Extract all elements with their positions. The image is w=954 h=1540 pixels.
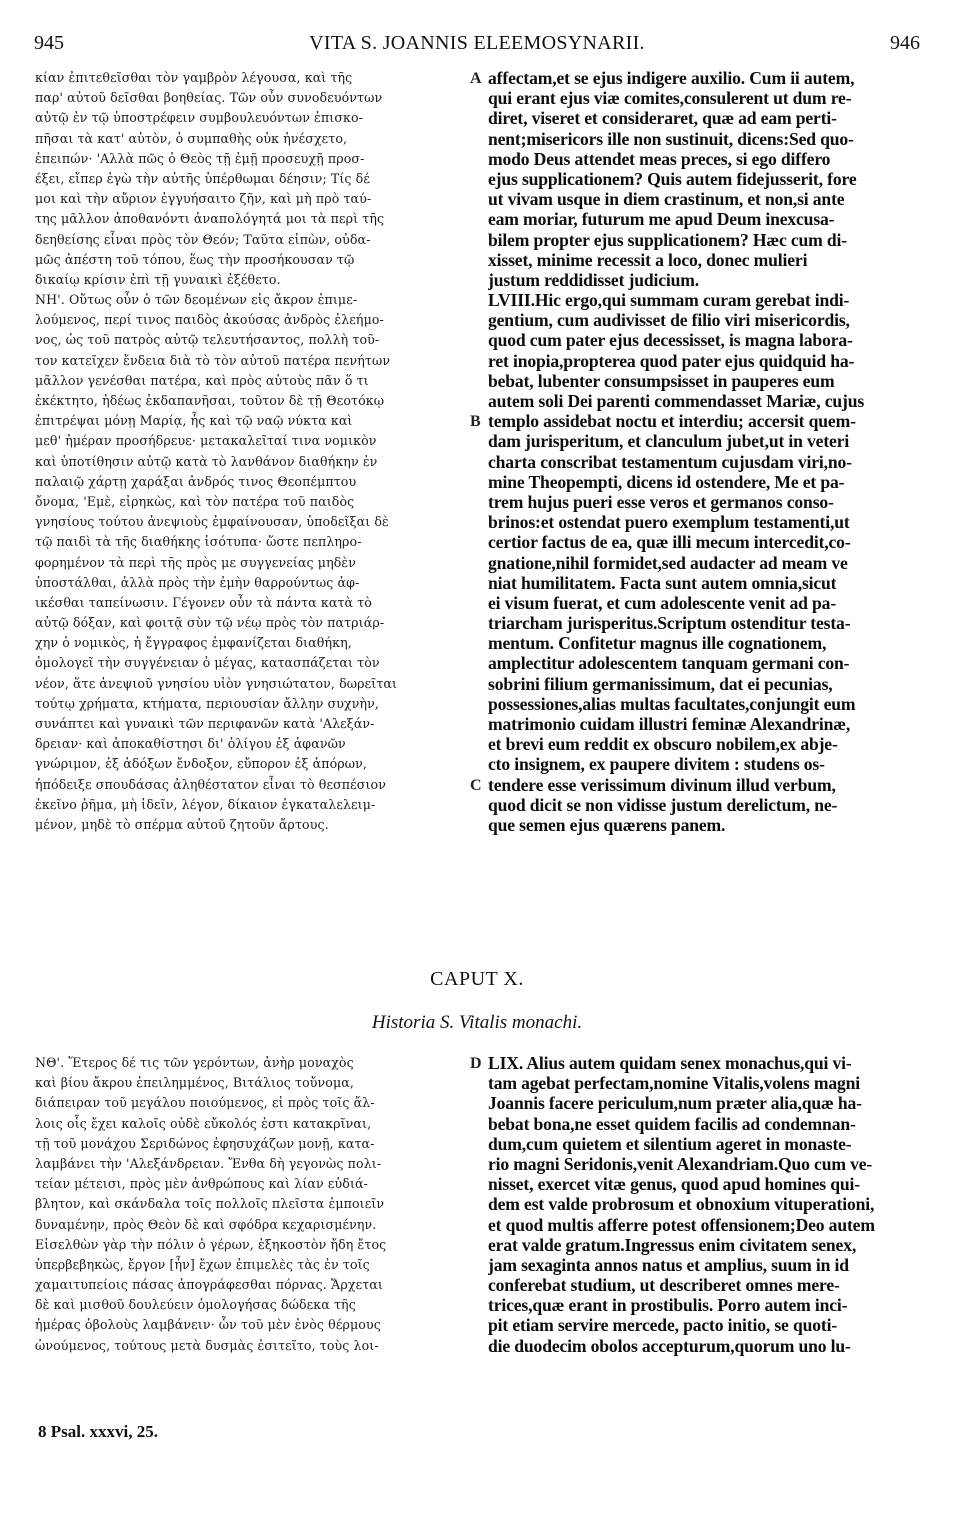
greek-text-line: ΝΗ'. Οὕτως οὖν ὁ τῶν δεομένων εἰς ἄκρον ἐπιμε-	[35, 292, 358, 308]
latin-text-line: mentum. Confitetur magnus ille cognationem,	[488, 633, 827, 654]
greek-text-line: βλητον, καὶ σκάνδαλα τοῖς πολλοῖς πλεῖστα ἐμποιεῖν	[35, 1196, 385, 1212]
latin-text-line: conferebat studium, ut describeret omnes mere-	[488, 1275, 840, 1296]
greek-text-line: δεηθείσης εἶναι πρὸς τὸν Θεόν; Ταῦτα εἰπὼν, οὐδα-	[35, 231, 371, 247]
greek-text-line: διάπειραν τοῦ μεγάλου ποιούμενος, εἰ πρὸς τοῖς ἄλ-	[35, 1095, 375, 1111]
latin-text-line: charta conscribat testamentum cujusdam viri,no-	[488, 451, 852, 472]
latin-text-line: diret, viseret et consideraret, quæ ad eam perti-	[488, 108, 837, 129]
latin-text-line: nent;misericors ille non sustinuit, dicens:Sed quo-	[488, 128, 854, 149]
latin-text-line: erat valde gratum.Ingressus enim civitatem senex,	[488, 1234, 857, 1255]
latin-text-line: rio magni Seridonis,venit Alexandriam.Quo cum ve-	[488, 1153, 873, 1174]
latin-column-section2	[488, 1053, 928, 1356]
greek-text-line: ἐπειπών· 'Αλλὰ πῶς ὁ Θεὸς τῇ ἐμῇ προσευχῇ προσ-	[35, 150, 365, 166]
latin-text-line: dem est valde probrosum et obnoxium vituperationi,	[488, 1194, 875, 1215]
latin-text-line: dam jurisperitum, et clanculum jubet,ut in veteri	[488, 431, 850, 452]
latin-text-line: qui erant ejus viæ comites,consulerent ut dum re-	[488, 88, 852, 109]
greek-text-line: μοι καὶ τὴν αὔριον ἐγγυήσαιτο ζῆν, καὶ μὴ πρὸ ταύ-	[35, 191, 372, 207]
latin-text-line: ut vivam usque in diem crastinum, et non,si ante	[488, 189, 845, 210]
greek-text-line: ἡμέρας ὀβολοὺς λαμβάνειν· ὧν τοῦ μὲν ἑνὸς θέρμους	[35, 1317, 381, 1333]
latin-text-line: pit etiam servire mercede, pacto initio, se quoti-	[488, 1315, 838, 1336]
latin-text-line: amplectitur adolescentem tanquam germani con-	[488, 653, 850, 674]
page-header	[34, 32, 920, 62]
margin-marker-c: C	[470, 777, 482, 794]
latin-text-line: sobrini filium germanissimum, dat ei pecunias,	[488, 673, 833, 694]
latin-column-section1	[488, 68, 928, 835]
latin-text-line: templo assidebat noctu et interdiu; accersit quem-	[488, 411, 856, 432]
greek-text-line: ΝΘ'. Ἕτερος δέ τις τῶν γερόντων, ἀνὴρ μοναχὸς	[35, 1055, 354, 1070]
latin-text-line: dum,cum quietem et silentium ageret in monaste-	[488, 1133, 852, 1154]
greek-text-line: νος, ὡς τοῦ πατρὸς αὐτῷ τελευτήσαντος, πολλὴ τοῦ-	[35, 332, 380, 348]
page-number-right: 946	[890, 32, 920, 54]
latin-text-line: certior factus de ea, quæ illi mecum intercedit,co-	[488, 532, 851, 553]
latin-text-line: modo Deus attendet meas preces, si ego differo	[488, 148, 831, 169]
greek-text-line: της μᾶλλον ἀποθανόντι ἀναπολόγητά μοι τὰ περὶ τῆς	[35, 211, 385, 227]
greek-text-line: ὑποστάλθαι, ἀλλὰ πρὸς τὴν ἐμὴν θαρρούντως ἀφ-	[35, 574, 360, 590]
greek-text-line: έξει, εἴπερ ἐγὼ τὴν αὐτῆς ὑπέρθωμαι δέησιν; Τίς δέ	[35, 170, 370, 186]
greek-column-section2	[35, 1053, 470, 1356]
greek-text-line: ἠπόδειξε σπουδάσας ἀληθέστατον εἶναι τὸ θεσπέσιον	[35, 776, 386, 792]
chapter-heading: CAPUT X.	[430, 968, 524, 990]
greek-text-line: ὑπερβεβηκὼς, ἔργον [ἦν] ἔχων ἐπιμελὲς τὰς ἐν τοῖς	[35, 1256, 370, 1272]
greek-text-line: τῇ τοῦ μονάχου Σεριδώνος ἐφησυχάζων μονῇ, κατα-	[35, 1135, 375, 1151]
latin-text-line: possessiones,alias multas facultates,conjungit eum	[488, 693, 856, 714]
greek-text-line: αὐτῷ ἐν τῷ ὑποστρέφειν συμβουλευόντων ἐπισκο-	[35, 110, 364, 126]
latin-text-line: ejus supplicationem? Quis autem fidejusserit, fore	[488, 168, 857, 189]
greek-text-line: χην ὁ νομικὸς, ἡ ἔγγραφος ἐμφανίζεται διαθήκη,	[35, 635, 352, 651]
latin-text-line: et brevi eum reddit ex obscuro nobilem,ex abje-	[488, 734, 838, 755]
latin-text-line: trices,quæ erant in prostibulis. Porro autem inci-	[488, 1295, 848, 1316]
latin-text-line: LIX. Alius autem quidam senex monachus,qui vi-	[488, 1053, 852, 1073]
greek-text-line: μῶς ἀπέστη τοῦ τόπου, ἕως τὴν προσήκουσαν τῷ	[35, 251, 355, 267]
greek-text-line: τον κατεῖχεν ἔνδεια διὰ τὸ τὸν αὐτοῦ πατέρα πενήτων	[35, 352, 391, 368]
latin-text-line: eam moriar, futurum me apud Deum inexcusa-	[488, 209, 835, 230]
greek-text-line: ἐπιτρέψαι μόνῃ Μαρίᾳ, ἧς καὶ τῷ ναῷ νύκτα καὶ	[35, 413, 353, 429]
latin-text-line: matrimonio cuidam illustri feminæ Alexandrinæ,	[488, 714, 851, 734]
margin-marker-d: D	[470, 1055, 482, 1072]
greek-text-line: συνάπτει καὶ γυναικὶ τῶν περιφανῶν κατὰ 'Αλεξάν-	[35, 716, 375, 731]
latin-text-line: LVIII.Hic ergo,qui summam curam gerebat indi-	[488, 290, 850, 311]
latin-text-line: affectam,et se ejus indigere auxilio. Cum ii autem,	[488, 68, 855, 88]
greek-text-line: ικέσθαι ταπείνωσιν. Γέγονεν οὖν τὰ πάντα κατὰ τὸ	[35, 594, 372, 610]
greek-text-line: γνησίους τούτου ἀνεψιοὺς ἐμφαίνουσαν, ὑποδεῖξαι δὲ	[35, 514, 389, 530]
latin-text-line: gentium, cum audivisset de filio viri misericordis,	[488, 310, 850, 331]
greek-text-line: μένον, μηδὲ τὸ σπέρμα αὐτοῦ ζητοῦν ἄρτους.	[35, 816, 329, 832]
greek-text-line: τούτῳ χρήματα, κτήματα, περιουσίαν ἄλλην συχνὴν,	[35, 695, 380, 711]
latin-text-line: nisset, exercet vitæ genus, quod apud homines qui-	[488, 1174, 860, 1195]
latin-text-line: die duodecim obolos accepturum,quorum uno lu-	[488, 1335, 851, 1356]
latin-text-line: bebat, lubenter consumpsisset in pauperes eum	[488, 370, 835, 391]
latin-text-line: triarcham jurisperitus.Scriptum ostenditur testa-	[488, 613, 851, 634]
latin-text-line: ei visum fuerat, et cum adolescente venit ad pa-	[488, 592, 837, 613]
greek-text-line: τῷ παιδὶ τὰ τῆς διαθήκης ἰσότυπα· ὥστε πεπληρο-	[35, 534, 362, 550]
latin-text-line: xisset, minime recessit a loco, donec mulieri	[488, 249, 808, 270]
greek-text-line: φορημένον τὰ περὶ τῆς πρὸς με συγγενείας μηδὲν	[35, 554, 357, 570]
greek-text-line: κίαν ἐπιτεθεῖσθαι τὸν γαμβρὸν λέγουσα, καὶ τῆς	[35, 70, 353, 85]
running-title: VITA S. JOANNIS ELEEMOSYNARII.	[309, 32, 645, 54]
page-number-left: 945	[34, 32, 64, 54]
latin-text-line: quod cum pater ejus decessisset, is magna labora-	[488, 330, 853, 351]
greek-text-line: λούμενος, περί τινος παιδὸς ἀκούσας ἀνδρὸς ἐλεήμο-	[35, 312, 384, 328]
greek-column-section1	[35, 68, 470, 835]
latin-text-line: niat humilitatem. Facta sunt autem omnia,sicut	[488, 572, 837, 593]
latin-text-line: brinos:et ostendat puero exemplum testamenti,ut	[488, 512, 850, 533]
greek-text-line: παρ' αὐτοῦ δεῖσθαι βοηθείας. Τῶν οὖν συνοδευόντων	[35, 90, 383, 106]
greek-text-line: ὄνομα, 'Εμὲ, εἰρηκὼς, καὶ τὸν πατέρα τοῦ παιδὸς	[35, 493, 355, 509]
latin-text-line: trem hujus pueri esse veros et germanos conso-	[488, 491, 834, 512]
latin-text-line: bilem propter ejus supplicationem? Hæc cum di-	[488, 229, 847, 250]
margin-marker-b: B	[470, 413, 481, 430]
greek-text-line: γνώριμον, ἐξ ἀδόξων ἔνδοξον, εὔπορον ἐξ ἀπόρων,	[35, 756, 367, 772]
greek-text-line: τείαν μέτεισι, πρὸς μὲν ἀνθρώπους καὶ λίαν εὐδιά-	[35, 1176, 368, 1192]
greek-text-line: λαμβάνει τὴν 'Αλεξάνδρειαν. Ἔνθα δὴ γεγονὼς πολι-	[35, 1155, 382, 1171]
latin-text-line: gnatione,nihil formidet,sed audacter ad meam ve	[488, 552, 848, 573]
greek-text-line: δὲ καὶ μισθοῦ δουλεύειν ὁμολογήσας δώδεκα τῆς	[35, 1297, 356, 1313]
greek-text-line: μεθ' ἡμέραν προσήδρευε· μετακαλεῖταί τινα νομικὸν	[35, 433, 377, 449]
chapter-subtitle: Historia S. Vitalis monachi.	[371, 1012, 583, 1033]
latin-text-line: bebat bona,ne esset quidem facilis ad condemnan-	[488, 1113, 856, 1134]
greek-text-line: πῆσαι τὰ κατ' αὐτὸν, ὁ συμπαθὴς οὐκ ἠνέσχετο,	[35, 130, 348, 146]
latin-text-line: justum reddidisset judicium.	[488, 269, 700, 290]
greek-text-line: δικαίῳ κρίσιν ἐπὶ τῇ γυναικὶ ἐξέθετο.	[35, 271, 281, 287]
greek-text-line: παλαιῷ χάρτῃ χαράξαι ἀνδρός τινος Θεοπέμπτου	[35, 473, 357, 489]
greek-text-line: χαμαιτυπείοις πάσας ἀπογράφεσθαι πόρνας. Ἄρχεται	[35, 1277, 383, 1293]
greek-text-line: καὶ βίου ἄκρου ἐπειλημμένος, Βιτάλιος τοὔνομα,	[35, 1075, 354, 1091]
latin-text-line: cto insignem, ex paupere divitem : studens os-	[488, 754, 825, 775]
latin-text-line: Joannis facere periculum,num præter alia,quæ ha-	[488, 1093, 862, 1114]
greek-text-line: δρειαν· καὶ ἀποκαθίστησι δι' ὀλίγου ἐξ ἀφανῶν	[35, 736, 346, 752]
greek-text-line: δυναμένην, πρὸς Θεὸν δὲ καὶ σφόδρα κεχαρισμένην.	[35, 1216, 377, 1232]
latin-text-line: tam agebat perfectam,nomine Vitalis,volens magni	[488, 1073, 861, 1094]
margin-marker-a: A	[470, 70, 482, 87]
greek-text-line: ὁμολογεῖ τὴν συγγένειαν ὁ μέγας, κατασπάζεται τὸν	[35, 655, 380, 671]
latin-text-line: que semen ejus quærens panem.	[488, 814, 726, 835]
latin-text-line: tendere esse verissimum divinum illud verbum,	[488, 774, 836, 795]
greek-text-line: νέον, ἅτε ἀνεψιοῦ γνησίου υἱὸν γνησιώτατον, δωρεῖται	[35, 675, 398, 691]
latin-text-line: quod dicit se non vidisse justum derelictum, ne-	[488, 794, 838, 815]
greek-text-line: αὐτῷ δόξαν, καὶ φοιτᾷ σὺν τῷ νέῳ πρὸς τὸν πατριάρ-	[35, 615, 385, 631]
latin-text-line: mine Theopempti, dicens id ostendere, Me et pa-	[488, 471, 845, 492]
latin-text-line: ret inopia,propterea quod pater ejus quidquid ha-	[488, 350, 855, 371]
greek-text-line: λοις οἷς ἔχει καλοῖς οὐδὲ εὔκολός ἐστι κατακρῖναι,	[35, 1115, 372, 1131]
greek-text-line: Εἰσελθὼν γὰρ τὴν πόλιν ὁ γέρων, ἑξηκοστὸν ἤδη ἔτος	[35, 1236, 387, 1252]
greek-text-line: καὶ ὑποτίθησιν αὐτῷ κατὰ τὸ λανθάνον διαθήκην ἐν	[35, 453, 378, 469]
greek-text-line: ὠνούμενος, τούτους μετὰ δυσμὰς ἐσιτεῖτο, τοὺς λοι-	[35, 1337, 379, 1353]
greek-text-line: ἐκεῖνο ῥῆμα, μὴ ἰδεῖν, λέγον, δίκαιον ἐγκαταλελειμ-	[35, 796, 376, 812]
greek-text-line: μᾶλλον γενέσθαι πατέρα, καὶ πρὸς αὐτοὺς πᾶν ὅ τι	[35, 372, 369, 388]
footnote: 8 Psal. xxxvi, 25.	[38, 1422, 158, 1441]
latin-text-line: jam sexaginta annos natus et amplius, suum in id	[488, 1254, 849, 1275]
latin-text-line: autem soli Dei parenti commendasset Mariæ, cujus	[488, 391, 865, 411]
latin-text-line: et quod multis afferre potest offensionem;Deo autem	[488, 1214, 875, 1235]
greek-text-line: ἐκέκτητο, ἡδέως ἐκδαπανῆσαι, τοῦτον δὲ τῇ Θεοτόκῳ	[35, 393, 385, 408]
